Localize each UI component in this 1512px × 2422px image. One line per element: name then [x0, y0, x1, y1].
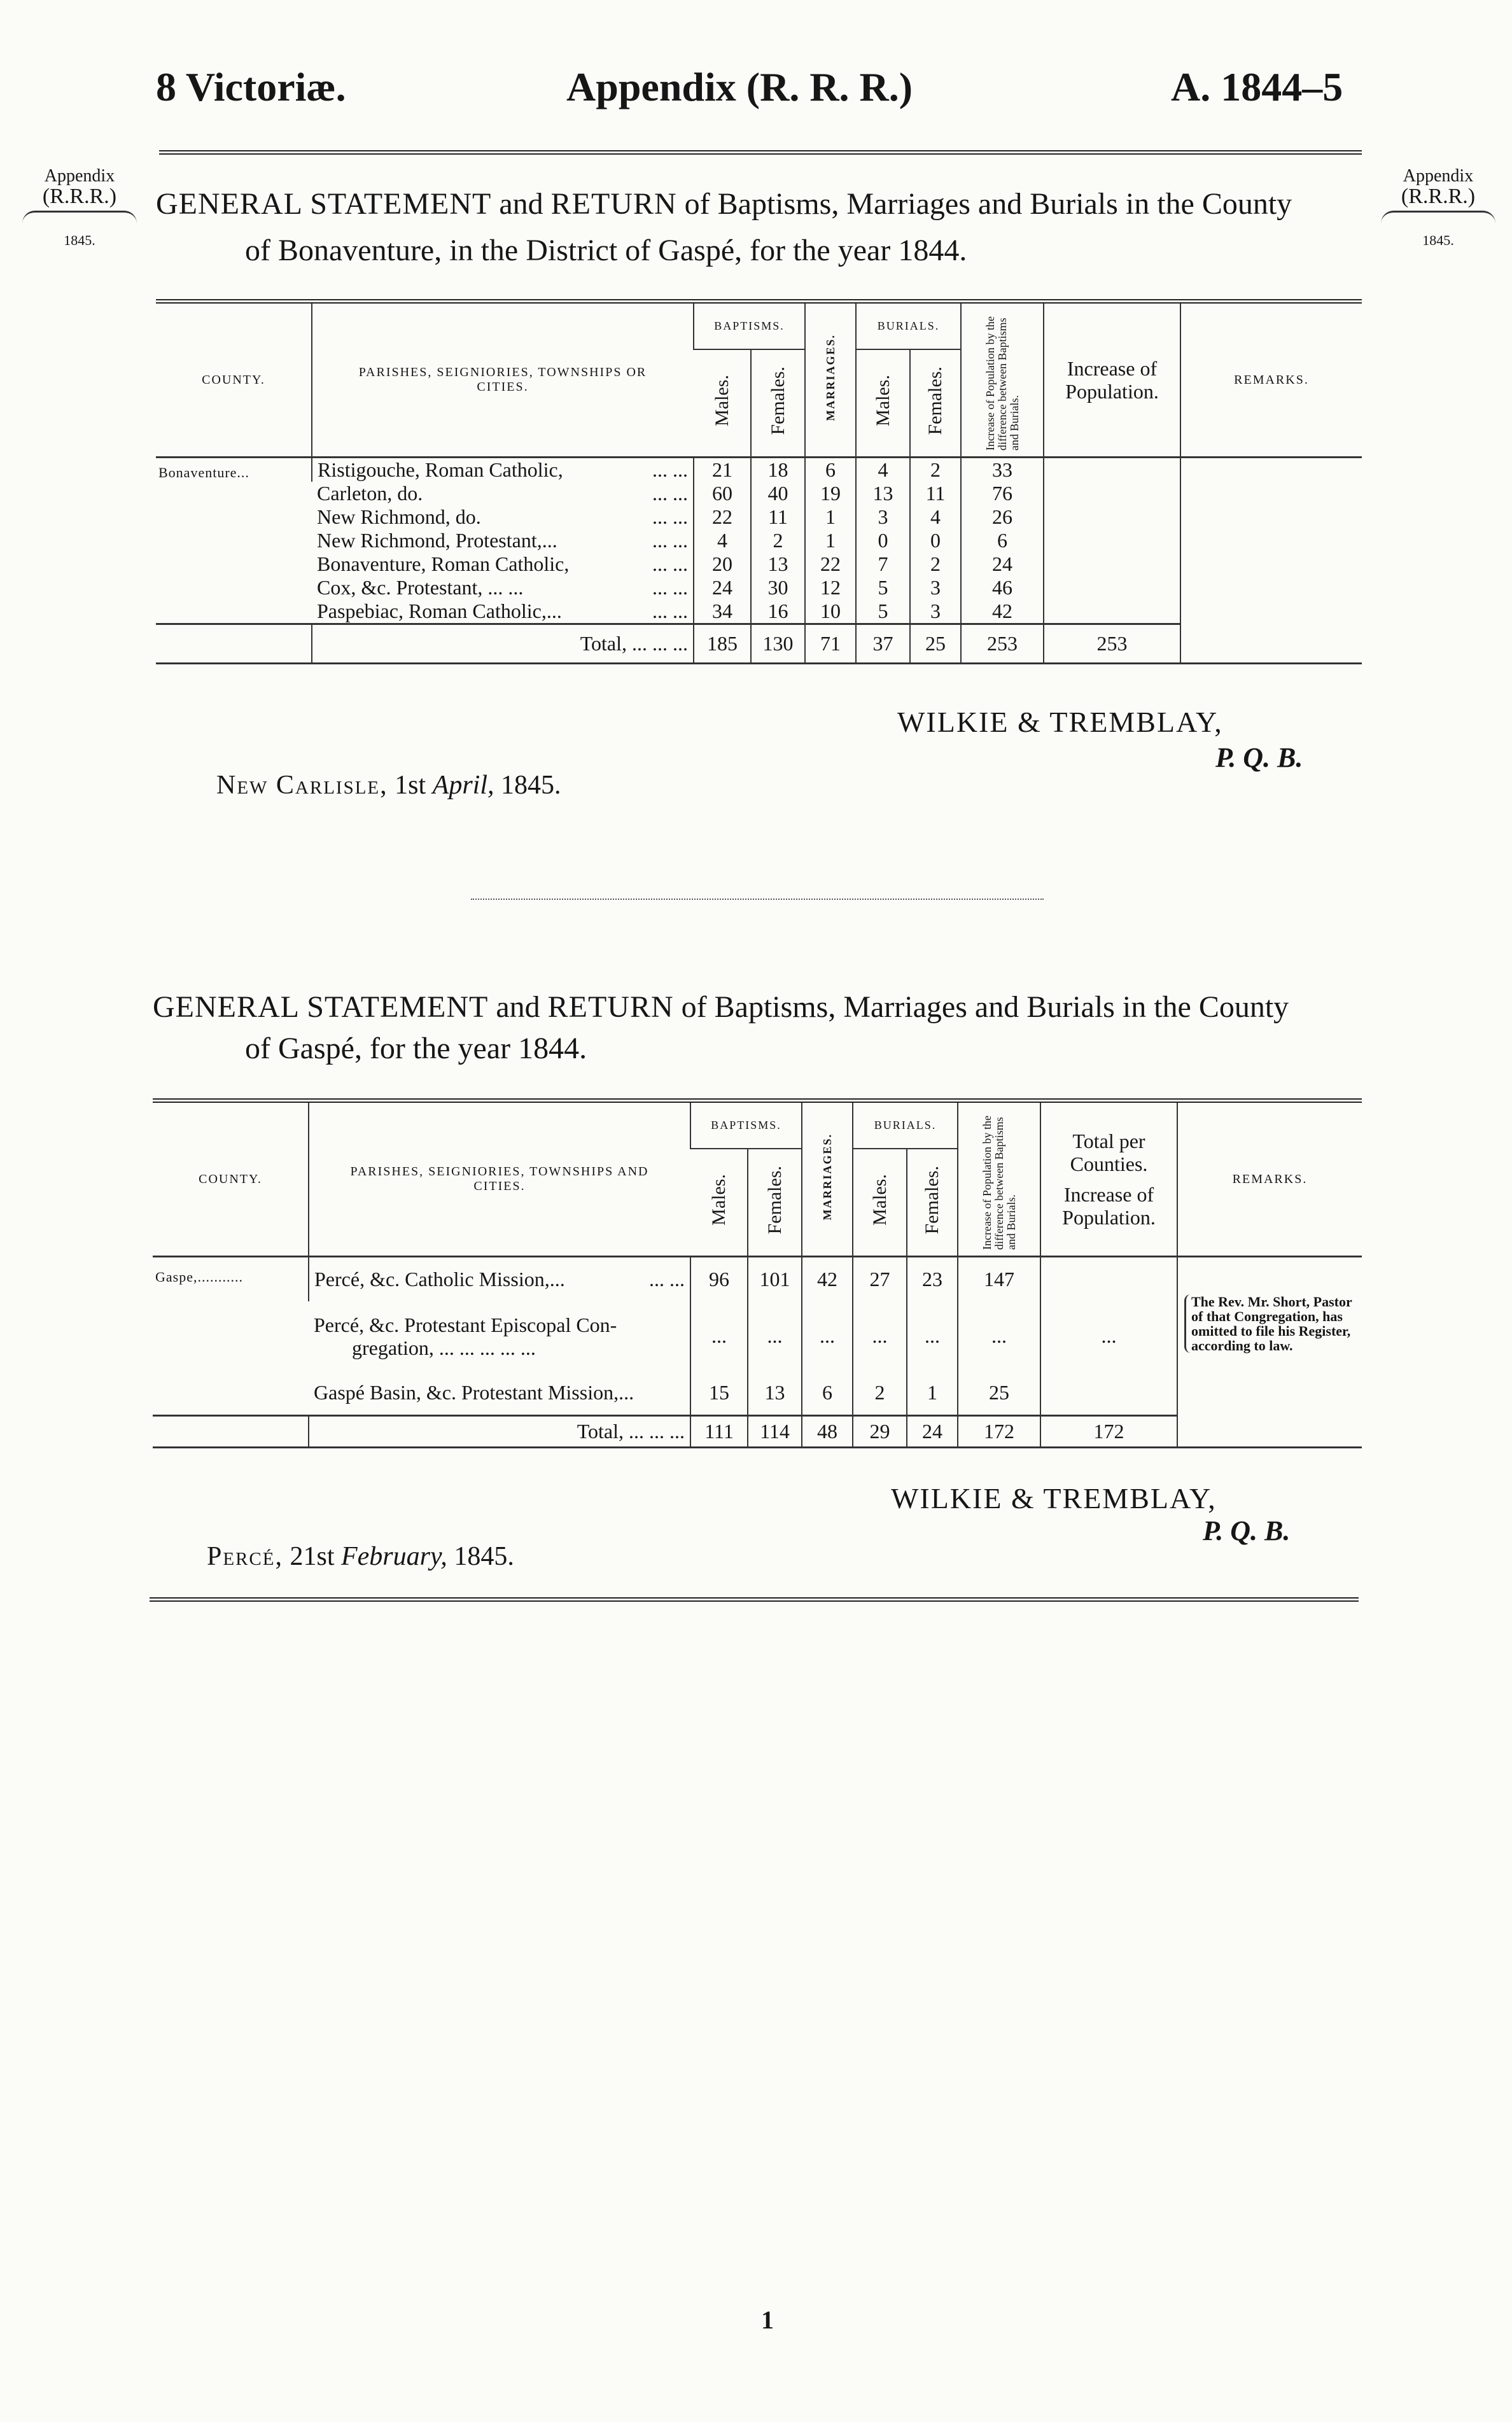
- section1-place-date: [216, 770, 561, 801]
- col-county: COUNTY.: [156, 302, 312, 458]
- increase-diff: 6: [961, 529, 1044, 552]
- parish-name: Cox, &c. Protestant, ... ... ... ...: [317, 576, 688, 599]
- marriages: 19: [805, 482, 856, 505]
- baptisms-males: 34: [694, 599, 751, 624]
- table-row: [153, 1257, 1362, 1301]
- title-return: RETURN: [550, 187, 677, 221]
- total-increase-pop: 253: [1044, 624, 1180, 664]
- section2-pqb: P. Q. B.: [1203, 1515, 1291, 1546]
- section1-table: [156, 299, 1362, 664]
- baptisms-males: 21: [694, 458, 751, 482]
- marriages: 10: [805, 599, 856, 624]
- col-bapt-males: Males.: [690, 1149, 748, 1257]
- date-month: April,: [432, 771, 494, 800]
- baptisms-females: 16: [751, 599, 805, 624]
- increase-diff: 147: [958, 1257, 1040, 1301]
- side-note-brace: [22, 211, 137, 227]
- col-bapt-females: Females.: [751, 349, 805, 458]
- date-day: 1st: [388, 771, 433, 800]
- total-burials-females: 24: [907, 1416, 958, 1448]
- col-burials: BURIALS.: [853, 1101, 958, 1149]
- total-burials-males: 29: [853, 1416, 907, 1448]
- section-divider: [471, 899, 1044, 900]
- burials-males: 2: [853, 1371, 907, 1416]
- total-burials-males: 37: [856, 624, 910, 664]
- baptisms-females: ...: [748, 1301, 802, 1371]
- increase-pop-cell: [1044, 458, 1180, 624]
- date-year: 1845.: [494, 771, 561, 800]
- baptisms-females: 11: [751, 505, 805, 529]
- total-increase-diff: 253: [961, 624, 1044, 664]
- increase-pop: [1040, 1257, 1177, 1301]
- side-note-code: (R.R.R.): [42, 185, 117, 209]
- baptisms-males: 20: [694, 552, 751, 576]
- burials-females: 11: [910, 482, 961, 505]
- marriages: 42: [802, 1257, 853, 1301]
- total-label: Total, ... ... ...: [309, 1416, 690, 1448]
- col-parishes: PARISHES, SEIGNIORIES, TOWNSHIPS AND CITIES.: [309, 1101, 690, 1257]
- baptisms-females: 18: [751, 458, 805, 482]
- parish-name: New Richmond, do. ... ...: [317, 505, 688, 528]
- total-baptisms-males: 185: [694, 624, 751, 664]
- parish-name: Bonaventure, Roman Catholic, ... ...: [317, 552, 688, 575]
- burials-females: ...: [907, 1301, 958, 1371]
- marriages: 1: [805, 505, 856, 529]
- title-and: and: [488, 990, 548, 1024]
- col-parishes: PARISHES, SEIGNIORIES, TOWNSHIPS OR CITIES.: [312, 302, 694, 458]
- total-baptisms-females: 114: [748, 1416, 802, 1448]
- burials-males: 5: [856, 599, 910, 624]
- section2-subtitle: of Gaspé, for the year 1844.: [245, 1032, 587, 1065]
- burials-females: 0: [910, 529, 961, 552]
- increase-diff: 26: [961, 505, 1044, 529]
- remark-note: The Rev. Mr. Short, Pastor of that Congregation, has omitted to file his Register, according to law.: [1184, 1294, 1357, 1353]
- col-bur-females: Females.: [910, 349, 961, 458]
- county-cell: Gaspe,...........: [155, 1269, 243, 1285]
- col-baptisms: BAPTISMS.: [694, 302, 805, 349]
- header-left: 8 Victoriæ.: [156, 64, 346, 109]
- county-cell-empty: [156, 624, 312, 664]
- county-cell: Bonaventure...: [158, 465, 249, 480]
- date-month: February,: [341, 1542, 447, 1571]
- side-note-year: 1845.: [1422, 232, 1454, 249]
- col-bur-females: Females.: [907, 1149, 958, 1257]
- side-note-right: [1368, 167, 1508, 248]
- county-cell-empty: [153, 1416, 309, 1448]
- title-rest: of Baptisms, Marriages and Burials in the County: [673, 990, 1289, 1024]
- increase-diff: 76: [961, 482, 1044, 505]
- col-increase-pop: Increase of Population.: [1044, 302, 1180, 458]
- marriages: 22: [805, 552, 856, 576]
- total-marriages: 48: [802, 1416, 853, 1448]
- burials-males: 3: [856, 505, 910, 529]
- parish-name: Gaspé Basin, &c. Protestant Mission,...: [314, 1381, 634, 1404]
- total-burials-females: 25: [910, 624, 961, 664]
- marriages: 6: [805, 458, 856, 482]
- parish-name: Percé, &c. Catholic Mission,... ... ...: [309, 1257, 690, 1301]
- increase-pop: [1040, 1371, 1177, 1416]
- section1-title: [156, 182, 1365, 227]
- title-general-statement: GENERAL STATEMENT: [156, 187, 492, 221]
- baptisms-females: 13: [751, 552, 805, 576]
- col-remarks: REMARKS.: [1177, 1101, 1362, 1257]
- burials-males: 27: [853, 1257, 907, 1301]
- total-marriages: 71: [805, 624, 856, 664]
- burials-females: 4: [910, 505, 961, 529]
- baptisms-males: 22: [694, 505, 751, 529]
- baptisms-females: 30: [751, 576, 805, 599]
- parish-name: Percé, &c. Protestant Episcopal Con- gregation, ... ... ... ... ...: [314, 1313, 617, 1359]
- page-number: 1: [761, 2306, 774, 2334]
- baptisms-females: 2: [751, 529, 805, 552]
- marriages: 12: [805, 576, 856, 599]
- header-rule: [159, 150, 1362, 155]
- marriages: 1: [805, 529, 856, 552]
- increase-diff: 33: [961, 458, 1044, 482]
- section2-title: [153, 985, 1362, 1030]
- burials-males: 4: [856, 458, 910, 482]
- total-per-counties-label: Total per Counties.: [1070, 1130, 1148, 1175]
- baptisms-females: 13: [748, 1371, 802, 1416]
- side-note-code: (R.R.R.): [1401, 185, 1476, 209]
- side-note-label: Appendix: [1403, 166, 1474, 186]
- section2-place-date: [207, 1541, 514, 1572]
- section1-subtitle: of Bonaventure, in the District of Gaspé, for the year 1844.: [245, 234, 967, 267]
- remarks-cell: [1180, 458, 1362, 664]
- col-total-increase: [1040, 1101, 1177, 1257]
- total-baptisms-females: 130: [751, 624, 805, 664]
- burials-females: 3: [910, 576, 961, 599]
- baptisms-males: 96: [690, 1257, 748, 1301]
- parish-name: New Richmond, Protestant,... ... ...: [317, 529, 688, 552]
- parish-name: Carleton, do. ... ...: [317, 482, 688, 505]
- col-baptisms: BAPTISMS.: [690, 1101, 802, 1149]
- burials-females: 23: [907, 1257, 958, 1301]
- title-general-statement: GENERAL STATEMENT: [153, 990, 489, 1024]
- col-bur-males: Males.: [856, 349, 910, 458]
- baptisms-males: ...: [690, 1301, 748, 1371]
- col-increase-diff: Increase of Population by the difference between Baptisms and Burials.: [961, 302, 1044, 458]
- footer-rule: [150, 1597, 1359, 1602]
- side-note-left: [10, 167, 150, 248]
- header-right: A. 1844–5: [1171, 64, 1343, 109]
- section2-signature: WILKIE & TREMBLAY,: [891, 1482, 1217, 1515]
- col-remarks: REMARKS.: [1180, 302, 1362, 458]
- section1-pqb: P. Q. B.: [1215, 742, 1303, 773]
- col-bapt-males: Males.: [694, 349, 751, 458]
- burials-males: 0: [856, 529, 910, 552]
- side-note-year: 1845.: [64, 232, 95, 249]
- side-note-label: Appendix: [44, 166, 115, 186]
- col-marriages: MARRIAGES.: [802, 1101, 853, 1257]
- date-year: 1845.: [447, 1542, 514, 1571]
- increase-diff: 24: [961, 552, 1044, 576]
- place-name: Percé,: [207, 1542, 283, 1571]
- total-increase-diff: 172: [958, 1416, 1040, 1448]
- place-name: New Carlisle,: [216, 771, 388, 800]
- title-and: and: [491, 187, 551, 221]
- burials-females: 2: [910, 458, 961, 482]
- burials-males: ...: [853, 1301, 907, 1371]
- col-bur-males: Males.: [853, 1149, 907, 1257]
- col-marriages: MARRIAGES.: [805, 302, 856, 458]
- baptisms-females: 101: [748, 1257, 802, 1301]
- section2-table: [153, 1098, 1362, 1448]
- baptisms-females: 40: [751, 482, 805, 505]
- baptisms-males: 60: [694, 482, 751, 505]
- baptisms-males: 24: [694, 576, 751, 599]
- date-day: 21st: [283, 1542, 341, 1571]
- title-return: RETURN: [547, 990, 674, 1024]
- col-bapt-females: Females.: [748, 1149, 802, 1257]
- parish-name: Ristigouche, Roman Catholic, ... ...: [312, 458, 694, 482]
- total-label: Total, ... ... ...: [312, 624, 694, 664]
- baptisms-males: 4: [694, 529, 751, 552]
- increase-pop: ...: [1040, 1301, 1177, 1371]
- col-increase-diff: Increase of Population by the difference between Baptisms and Burials.: [958, 1101, 1040, 1257]
- col-county: COUNTY.: [153, 1101, 309, 1257]
- burials-males: 7: [856, 552, 910, 576]
- side-note-brace: [1381, 211, 1495, 227]
- increase-diff: 46: [961, 576, 1044, 599]
- burials-males: 5: [856, 576, 910, 599]
- total-baptisms-males: 111: [690, 1416, 748, 1448]
- burials-females: 2: [910, 552, 961, 576]
- marriages: ...: [802, 1301, 853, 1371]
- increase-diff: 42: [961, 599, 1044, 624]
- increase-diff: 25: [958, 1371, 1040, 1416]
- header-center: Appendix (R. R. R.): [566, 64, 913, 109]
- burials-males: 13: [856, 482, 910, 505]
- remarks-cell: [1177, 1257, 1362, 1448]
- marriages: 6: [802, 1371, 853, 1416]
- burials-females: 1: [907, 1371, 958, 1416]
- section1-signature: WILKIE & TREMBLAY,: [897, 706, 1223, 738]
- baptisms-males: 15: [690, 1371, 748, 1416]
- title-rest: of Baptisms, Marriages and Burials in the County: [676, 187, 1292, 221]
- total-increase-pop: 172: [1040, 1416, 1177, 1448]
- increase-pop-label: Increase of Population.: [1062, 1183, 1156, 1229]
- parish-name: Paspebiac, Roman Catholic,... ... ...: [317, 599, 688, 622]
- burials-females: 3: [910, 599, 961, 624]
- increase-diff: ...: [958, 1301, 1040, 1371]
- col-burials: BURIALS.: [856, 302, 961, 349]
